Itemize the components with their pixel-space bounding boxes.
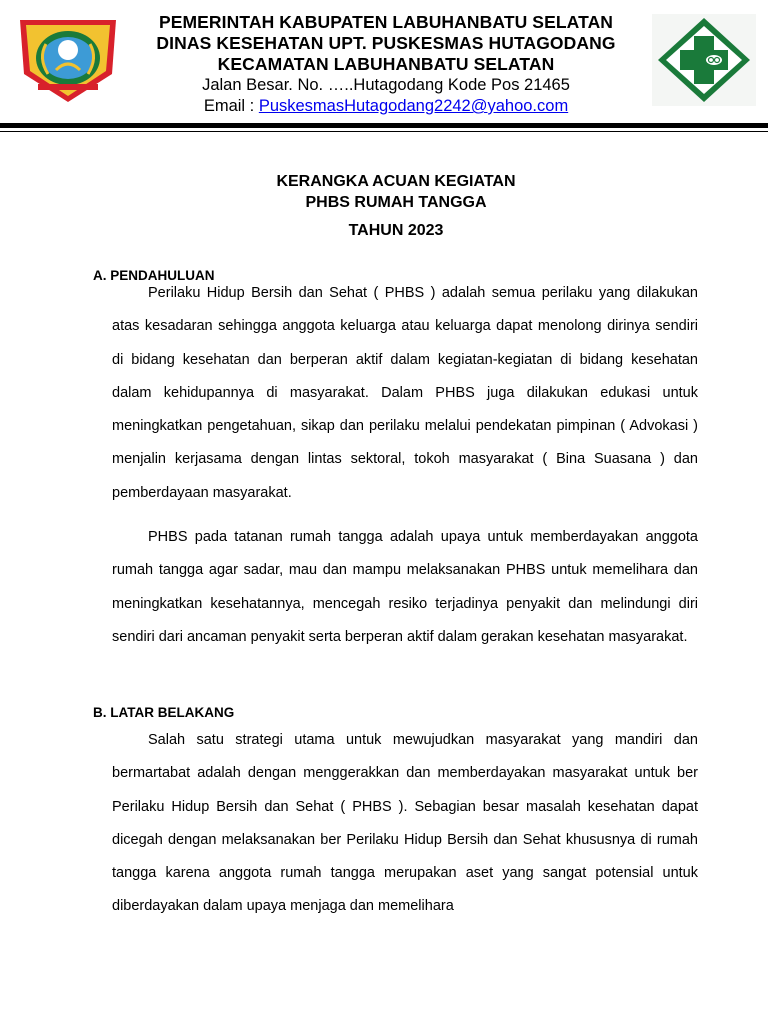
- letterhead-line-3: KECAMATAN LABUHANBATU SELATAN: [217, 54, 555, 74]
- section-b-heading: B. LATAR BELAKANG: [93, 705, 235, 720]
- email-label: Email :: [203, 97, 259, 115]
- document-title-line-2: PHBS RUMAH TANGGA: [305, 194, 487, 211]
- letterhead-text: [120, 12, 652, 117]
- email-link[interactable]: PuskesmasHutagodang2242@yahoo.com: [258, 97, 569, 115]
- letterhead-line-2: DINAS KESEHATAN UPT. PUSKESMAS HUTAGODANG: [156, 33, 616, 53]
- letterhead-line-1: PEMERINTAH KABUPATEN LABUHANBATU SELATAN: [158, 12, 614, 32]
- section-a-heading: A. PENDAHULUAN: [93, 268, 215, 283]
- header-rule-thin: [0, 131, 768, 132]
- letterhead-address: Jalan Besar. No. …..Hutagodang Kode Pos 21465: [202, 76, 570, 94]
- puskesmas-cross-icon: [652, 14, 756, 106]
- section-a-paragraph-2: PHBS pada tatanan rumah tangga adalah upaya untuk memberdayakan anggota rumah tangga agar sadar, mau dan mampu melaksanakan PHBS untuk memelihara dan meningkatkan kesehatannya, mencegah resiko terjadinya penyakit dan melindungi diri sendiri dari ancaman penyakit serta berperan aktif dalam gerakan kesehatan masyarakat.: [112, 529, 698, 645]
- letterhead: [0, 0, 768, 140]
- regency-emblem-icon: [16, 14, 120, 106]
- section-a-paragraph-1: Perilaku Hidup Bersih dan Sehat ( PHBS ) adalah semua perilaku yang dilakukan atas kesadaran sehingga anggota keluarga atau keluarga dapat menolong dirinya sendiri di bidang kesehatan dan berperan aktif dalam kegiatan-kegiatan di bidang kesehatan dalam kehidupannya di masyarakat. Dalam PHBS juga dilakukan edukasi untuk meningkatkan pengetahuan, sikap dan perilaku melalui pendekatan pimpinan ( Advokasi ) menjalin kerjasama dengan lintas sektoral, tokoh masyarakat ( Bina Suasana ) dan pemberdayaan masyarakat.: [112, 285, 698, 501]
- header-rule-thick: [0, 123, 768, 128]
- letterhead-email-row: [120, 96, 652, 117]
- document-title-year: TAHUN 2023: [348, 222, 444, 239]
- section-b-paragraph-1: Salah satu strategi utama untuk mewujudkan masyarakat yang mandiri dan bermartabat adalah dengan menggerakkan dan memberdayakan masyarakat untuk ber Perilaku Hidup Bersih dan Sehat ( PHBS ). Sebagian besar masalah kesehatan dapat dicegah dengan melaksanakan ber Perilaku Hidup Bersih dan Sehat khususnya di rumah tangga karena anggota rumah tangga merupakan aset yang sangat potensial untuk diberdayakan dalam upaya menjaga dan memelihara: [112, 732, 698, 915]
- document-title-line-1: KERANGKA ACUAN KEGIATAN: [276, 173, 516, 190]
